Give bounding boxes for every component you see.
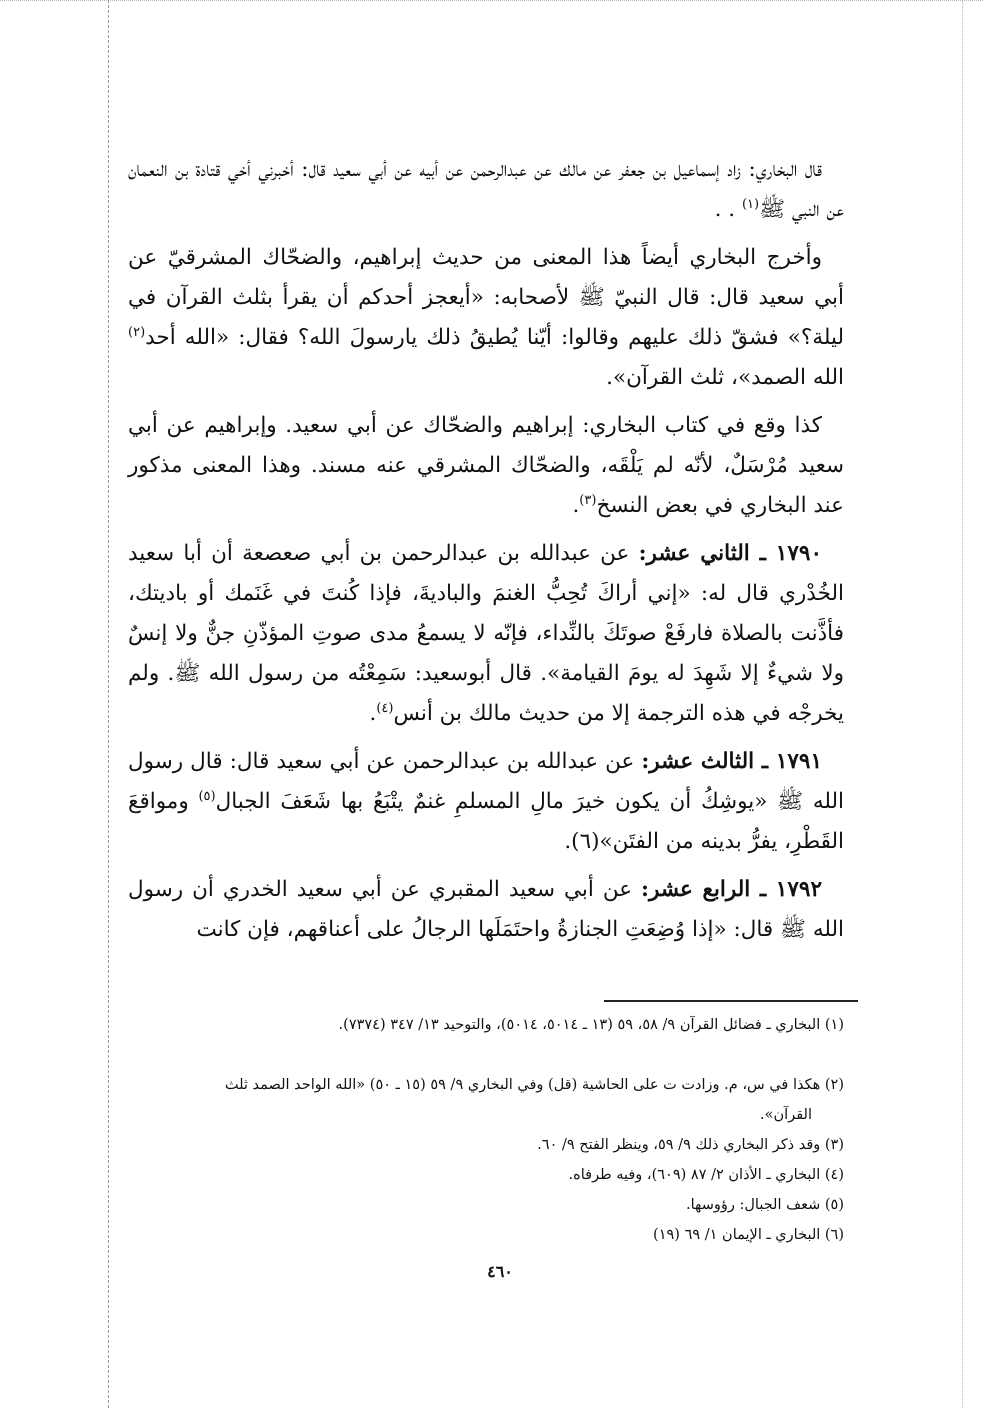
paragraph-tail: . . (714, 197, 742, 222)
footnote (128, 1070, 844, 1130)
paragraph-tail: . (369, 701, 377, 726)
footnote-text: (٢) هكذا في س، م. وزادت ت على الحاشية (قل) وفي البخاري ٩/ ٥٩ (١٥ ـ ٥٠) «الله الواحد الصمد ثلث (224, 1077, 844, 1093)
footnote-separator (604, 1000, 858, 1002)
footnote-ref[interactable]: (٥) (198, 788, 216, 804)
footnote-ref[interactable]: (٣) (579, 492, 597, 508)
paragraph (128, 870, 844, 950)
paragraph-tail: . (572, 493, 580, 518)
footnote-ref[interactable]: (٤) (376, 700, 394, 716)
footnote (128, 1010, 844, 1070)
paragraph-tail: ومواقعَ القَطْرِ، يفرُّ بدينه من الفتَن»(٦). (128, 789, 844, 854)
footnote-continuation: القرآن». (760, 1107, 812, 1123)
paragraph (128, 238, 844, 398)
scan-left-edge (108, 0, 109, 1408)
scan-right-edge (962, 0, 963, 1408)
footnote-text: (١) البخاري ـ فضائل القرآن ٩/ ٥٨، ٥٩ (١٣ ـ ٥٠١٤، ٥٠١٤)، والتوحيد ١٣/ ٣٤٧ (٧٣٧٤). (338, 1017, 844, 1033)
paragraph (128, 150, 844, 230)
paragraph-text: عن عبدالله بن عبدالرحمن بن أبي صعصعة أن أبا سعيد الخُدْري قال له: «إني أراكَ تُحِبُّ الغنمَ والباديةَ، فإذا كُنتَ في غَنَمك أو باديتك، فأذَّنت بالصلاة فارفَعْ صوتَكَ بالنِّداء، فإنّه لا يسمعُ مدى صوتِ المؤذّنِ جنٌّ ولا إنسٌ ولا شيءٌ إلا شَهِدَ له يومَ القيامة». قال أبوسعيد: سَمِعْتُه من رسول الله ﷺ. ولم يخرجْه في هذه الترجمة إلا من حديث مالك بن أنس (128, 541, 844, 726)
paragraph-text: وأخرج البخاري أيضاً هذا المعنى من حديث إبراهيم، والضحّاك المشرقيّ عن أبي سعيد قال: قال النبيّ ﷺ لأصحابه: «أيعجز أحدكم أن يقرأ بثلث القرآن في ليلة؟» فشقّ ذلك عليهم وقالوا: أيّنا يُطيقُ ذلك يارسولَ الله؟ فقال: «الله أحد (128, 245, 844, 350)
paragraph-text: قال البخاري: زاد إسماعيل بن جعفر عن مالك عن عبدالرحمن عن أبيه عن أبي سعيد قال: أخبرني أخي قتادة بن النعمان عن النبي ﷺ (128, 157, 844, 222)
paragraph (128, 534, 844, 734)
footnotes (128, 1010, 844, 1250)
footnote-text: (٣) وقد ذكر البخاري ذلك ٩/ ٥٩، وينظر الفتح ٩/ ٦٠. (537, 1137, 844, 1153)
footnote-ref[interactable]: (٢) (128, 324, 146, 340)
paragraph (128, 742, 844, 862)
footnote (128, 1130, 844, 1160)
paragraph-tail: الله الصمد»، ثلث القرآن». (606, 365, 844, 390)
footnote (128, 1220, 844, 1250)
paragraph (128, 406, 844, 526)
page-number: ٤٦٠ (487, 1262, 513, 1281)
footnote-text: (٥) شعف الجبال: رؤوسها. (686, 1197, 844, 1213)
scan-top-edge (0, 0, 983, 1)
footnote-ref[interactable]: (١) (741, 196, 760, 212)
hadith-number: ١٧٩٢ ـ الرابع عشر: (641, 877, 822, 902)
hadith-number: ١٧٩٠ ـ الثاني عشر: (638, 541, 822, 566)
paragraph-text: كذا وقع في كتاب البخاري: إبراهيم والضحّاك عن أبي سعيد. وإبراهيم عن أبي سعيد مُرْسَلٌ، لأنّه لم يَلْقَه، والضحّاك المشرقي عنه مسند. وهذا المعنى مذكور عند البخاري في بعض النسخ (128, 413, 844, 518)
paragraph-text: عن عبدالله بن عبدالرحمن عن أبي سعيد قال: قال رسول الله ﷺ «يوشِكُ أن يكون خيرَ مالِ المسلمِ غنمٌ يتْبَعُ بها شَعَفَ الجبال (128, 749, 844, 814)
paragraph-text: عن أبي سعيد المقبري عن أبي سعيد الخدري أن رسول الله ﷺ قال: «إذا وُضِعَتِ الجنازةُ واحتَمَلَها الرجالُ على أعناقهم، فإن كانت (128, 877, 844, 942)
footnote (128, 1160, 844, 1190)
footnote-text: (٦) البخاري ـ الإيمان ١/ ٦٩ (١٩) (653, 1227, 844, 1243)
footnote-text: (٤) البخاري ـ الأذان ٢/ ٨٧ (٦٠٩)، وفيه طرفاه. (568, 1167, 844, 1183)
hadith-number: ١٧٩١ ـ الثالث عشر: (641, 749, 823, 774)
footnote (128, 1190, 844, 1220)
main-text (128, 150, 844, 958)
footnote-continuation (812, 1047, 844, 1063)
